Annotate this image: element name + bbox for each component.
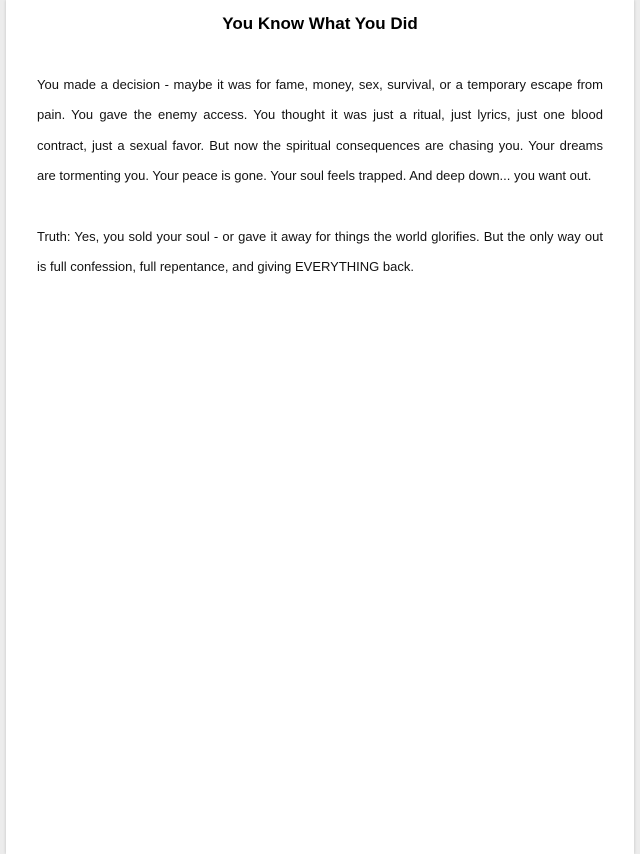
document-title: You Know What You Did [222,14,418,33]
paragraph-2: Truth: Yes, you sold your soul - or gave it away for things the world glorifies. But the only way out is full confession, full repentance, and giving EVERYTHING back. [37,229,603,275]
paragraph-1: You made a decision - maybe it was for fame, money, sex, survival, or a temporary escape from pain. You gave the enemy access. You thought it was just a ritual, just lyrics, just one blood contract, just a sexual favor. But now the spiritual consequences are chasing you. Your dreams are tormenting you. Your peace is gone. Your soul feels trapped. And deep down... you want out. [37,77,603,183]
document-page [6,0,634,854]
